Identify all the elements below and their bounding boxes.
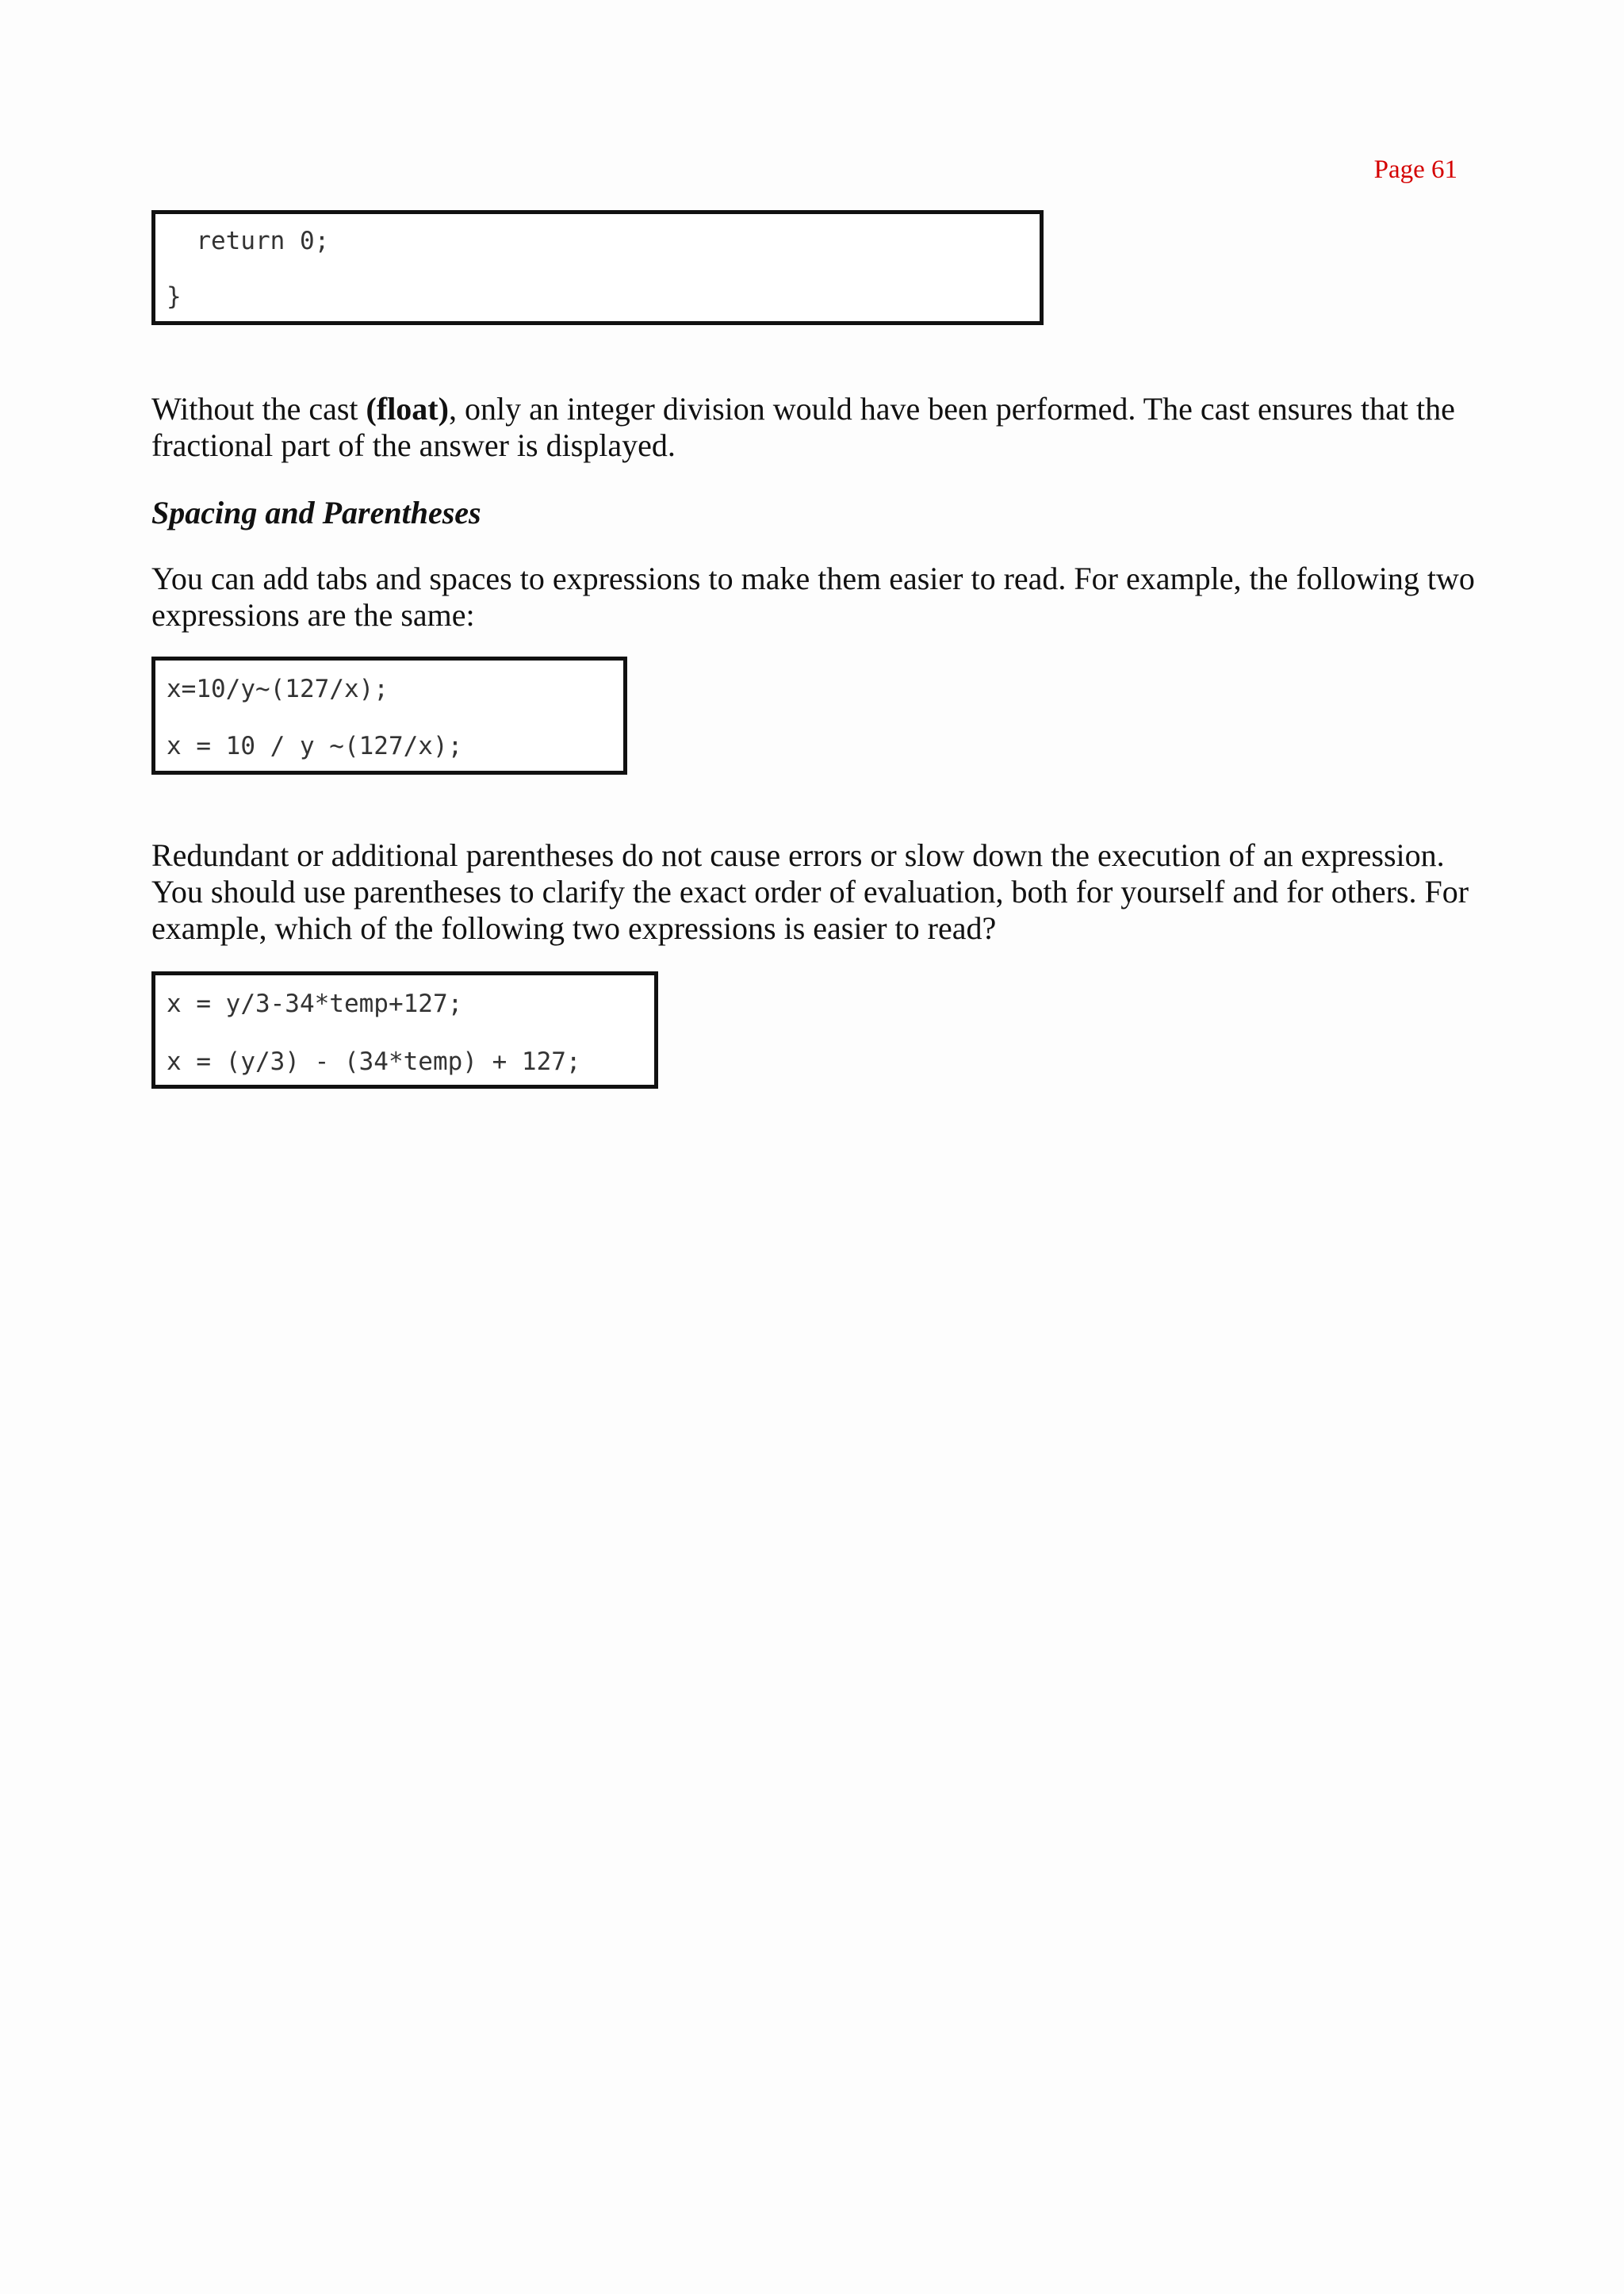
paragraph-spacing: You can add tabs and spaces to expressions to make them easier to read. For example, the following two expressions are the same: bbox=[151, 561, 1475, 633]
paragraph-text: Without the cast bbox=[151, 391, 366, 427]
code-block-spacing bbox=[151, 657, 627, 775]
code-line: x = 10 / y ~(127/x); bbox=[167, 732, 463, 760]
code-line: } bbox=[167, 282, 182, 311]
paragraph-cast-explanation bbox=[151, 391, 1484, 464]
cast-keyword: (float) bbox=[366, 391, 449, 427]
page-number: Page 61 bbox=[1373, 155, 1457, 184]
paragraph-text: , only an integer division would have been performed. The cast ensures that the fractional part of the answer is displayed. bbox=[151, 391, 1455, 463]
code-line: return 0; bbox=[167, 227, 330, 255]
code-line: x = y/3-34*temp+127; bbox=[167, 990, 463, 1018]
section-heading: Spacing and Parentheses bbox=[151, 495, 481, 530]
code-block-parentheses bbox=[151, 971, 658, 1089]
code-line: x = (y/3) - (34*temp) + 127; bbox=[167, 1047, 581, 1076]
code-block-return bbox=[151, 210, 1044, 325]
paragraph-parentheses: Redundant or additional parentheses do not cause errors or slow down the execution of an expression. You should use parentheses to clarify the exact order of evaluation, both for yourself and for others. For example, which of the following two expressions is easier to read? bbox=[151, 837, 1469, 946]
code-line: x=10/y~(127/x); bbox=[167, 675, 389, 703]
